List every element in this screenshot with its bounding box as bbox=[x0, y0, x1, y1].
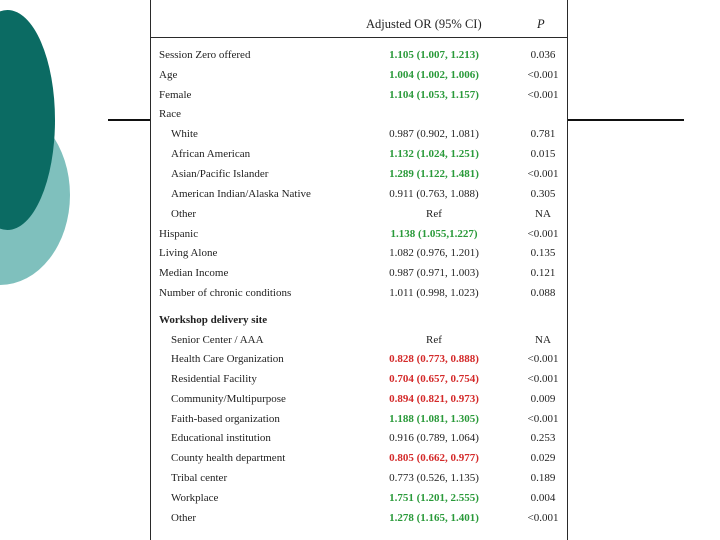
row-p-value: <0.001 bbox=[527, 168, 559, 180]
row-label: American Indian/Alaska Native bbox=[171, 188, 311, 200]
table-row bbox=[151, 86, 567, 105]
row-p-value: <0.001 bbox=[527, 89, 559, 101]
row-odds-ratio: 0.911 (0.763, 1.088) bbox=[389, 188, 479, 200]
row-label: Other bbox=[171, 512, 197, 524]
row-odds-ratio: 1.082 (0.976, 1.201) bbox=[389, 247, 479, 259]
row-label: Tribal center bbox=[171, 472, 228, 484]
row-p-value: 0.036 bbox=[530, 49, 556, 61]
row-label: Residential Facility bbox=[171, 373, 257, 385]
row-odds-ratio: 1.188 (1.081, 1.305) bbox=[389, 413, 479, 425]
table-row bbox=[151, 46, 567, 65]
row-p-value: <0.001 bbox=[527, 373, 559, 385]
row-odds-ratio: 0.916 (0.789, 1.064) bbox=[389, 432, 479, 444]
row-odds-ratio: 1.289 (1.122, 1.481) bbox=[389, 168, 479, 180]
header-odds-ratio: Adjusted OR (95% CI) bbox=[366, 17, 482, 31]
table-row bbox=[151, 390, 567, 409]
table-row bbox=[151, 225, 567, 244]
row-p-value: <0.001 bbox=[527, 228, 559, 240]
table-row bbox=[151, 370, 567, 389]
row-label: Session Zero offered bbox=[159, 49, 251, 61]
row-label: Workshop delivery site bbox=[159, 314, 268, 326]
row-p-value: <0.001 bbox=[527, 69, 559, 81]
table-row bbox=[151, 105, 567, 124]
decorative-rule-right bbox=[566, 119, 684, 121]
row-label: Other bbox=[171, 208, 197, 220]
row-p-value: 0.305 bbox=[530, 188, 556, 200]
row-p-value: NA bbox=[535, 334, 551, 346]
table-row bbox=[151, 350, 567, 369]
row-label: Senior Center / AAA bbox=[171, 334, 264, 346]
table-row bbox=[151, 185, 567, 204]
row-label: Race bbox=[159, 108, 181, 120]
row-odds-ratio: 1.105 (1.007, 1.213) bbox=[389, 49, 479, 61]
row-odds-ratio: 0.828 (0.773, 0.888) bbox=[389, 353, 479, 365]
row-label: White bbox=[171, 128, 198, 140]
row-label: Workplace bbox=[171, 492, 219, 504]
row-label: Health Care Organization bbox=[171, 353, 284, 365]
row-odds-ratio: Ref bbox=[426, 208, 442, 220]
row-p-value: 0.088 bbox=[530, 287, 556, 299]
row-p-value: 0.009 bbox=[530, 393, 556, 405]
row-label: Female bbox=[159, 89, 192, 101]
row-odds-ratio: 1.751 (1.201, 2.555) bbox=[389, 492, 479, 504]
decorative-rule-left bbox=[108, 119, 152, 121]
header-p-value: P bbox=[537, 17, 545, 31]
row-label: Educational institution bbox=[171, 432, 271, 444]
row-label: Number of chronic conditions bbox=[159, 287, 292, 299]
row-p-value: <0.001 bbox=[527, 413, 559, 425]
row-odds-ratio: 1.011 (0.998, 1.023) bbox=[389, 287, 479, 299]
header-divider bbox=[151, 37, 567, 38]
row-label: Asian/Pacific Islander bbox=[171, 168, 269, 180]
row-odds-ratio: 0.894 (0.821, 0.973) bbox=[389, 393, 479, 405]
row-p-value: <0.001 bbox=[527, 353, 559, 365]
row-odds-ratio: 1.104 (1.053, 1.157) bbox=[389, 89, 479, 101]
row-p-value: NA bbox=[535, 208, 551, 220]
row-label: Community/Multipurpose bbox=[171, 393, 286, 405]
table-row bbox=[151, 165, 567, 184]
row-label: Median Income bbox=[159, 267, 229, 279]
row-p-value: 0.121 bbox=[530, 267, 556, 279]
table-row bbox=[151, 410, 567, 429]
row-p-value: <0.001 bbox=[527, 512, 559, 524]
row-odds-ratio: 0.805 (0.662, 0.977) bbox=[389, 452, 479, 464]
row-label: African American bbox=[171, 148, 251, 160]
results-table bbox=[150, 0, 568, 540]
row-odds-ratio: 0.773 (0.526, 1.135) bbox=[389, 472, 479, 484]
row-label: Living Alone bbox=[159, 247, 218, 259]
table-row bbox=[151, 449, 567, 468]
row-label: Age bbox=[159, 69, 178, 81]
table-row bbox=[151, 311, 567, 330]
row-p-value: 0.004 bbox=[530, 492, 556, 504]
table-row bbox=[151, 244, 567, 263]
table-row bbox=[151, 284, 567, 303]
table-row bbox=[151, 429, 567, 448]
row-odds-ratio: 0.704 (0.657, 0.754) bbox=[389, 373, 479, 385]
table-row bbox=[151, 509, 567, 528]
row-odds-ratio: 0.987 (0.971, 1.003) bbox=[389, 267, 479, 279]
table-row bbox=[151, 205, 567, 224]
row-p-value: 0.135 bbox=[530, 247, 556, 259]
row-odds-ratio: 1.138 (1.055,1.227) bbox=[390, 228, 478, 240]
table-header bbox=[151, 17, 567, 39]
table-row bbox=[151, 125, 567, 144]
table-row bbox=[151, 489, 567, 508]
row-p-value: 0.781 bbox=[530, 128, 556, 140]
row-label: Hispanic bbox=[159, 228, 199, 240]
row-odds-ratio: 1.132 (1.024, 1.251) bbox=[389, 148, 479, 160]
row-odds-ratio: Ref bbox=[426, 334, 442, 346]
row-odds-ratio: 0.987 (0.902, 1.081) bbox=[389, 128, 479, 140]
row-odds-ratio: 1.278 (1.165, 1.401) bbox=[389, 512, 479, 524]
row-p-value: 0.029 bbox=[530, 452, 556, 464]
row-p-value: 0.015 bbox=[530, 148, 556, 160]
row-odds-ratio: 1.004 (1.002, 1.006) bbox=[389, 69, 479, 81]
table-row bbox=[151, 264, 567, 283]
row-label: Faith-based organization bbox=[171, 413, 280, 425]
table-row bbox=[151, 66, 567, 85]
table-row bbox=[151, 331, 567, 350]
table-row bbox=[151, 145, 567, 164]
row-p-value: 0.253 bbox=[530, 432, 556, 444]
table-row bbox=[151, 469, 567, 488]
row-label: County health department bbox=[171, 452, 286, 464]
row-p-value: 0.189 bbox=[530, 472, 556, 484]
